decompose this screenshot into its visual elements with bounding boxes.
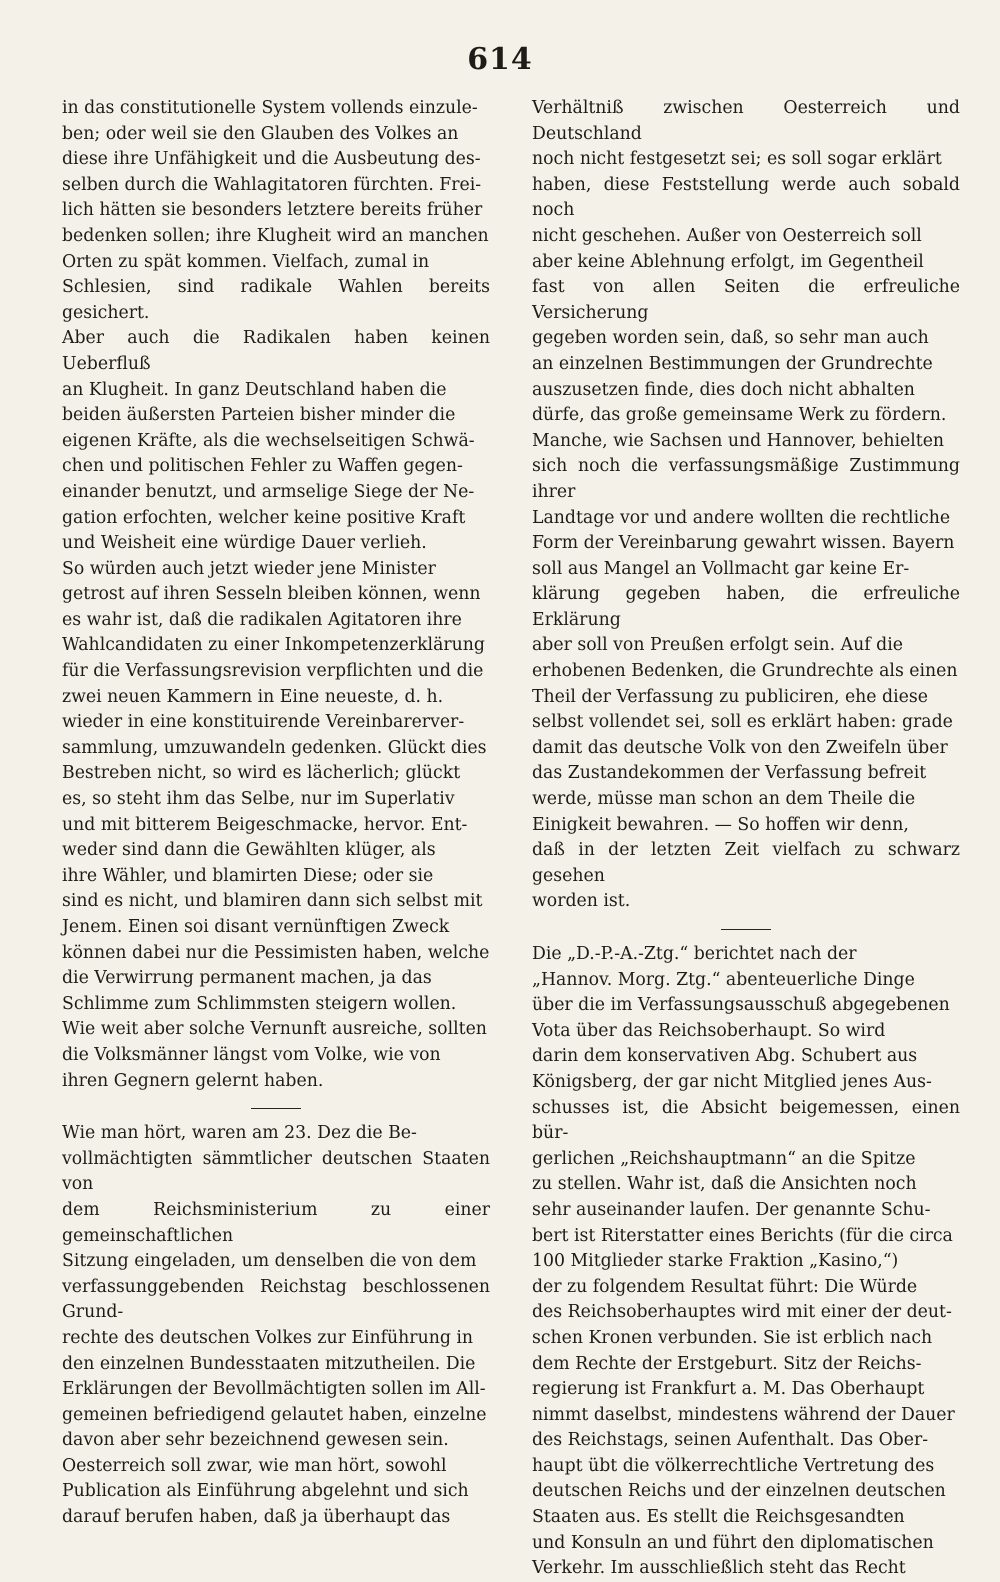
right-paragraph-1: Verhältniß zwischen Oesterreich und Deutschland noch nicht festgesetzt sei; es soll sogar erklärt haben, diese Feststellung werde auch sobald noch nicht geschehen. Außer von Oesterreich soll aber keine Ablehnung erfolgt, im Gegentheil fast von allen Seiten die erfreuliche Versicherung gegeben worden sein, daß, so sehr man auch an einzelnen Bestimmungen der Grundrechte auszusetzen finde, dies doch nicht abhalten dürfe, das große gemeinsame Werk zu fördern. Manche, wie Sachsen und Hannover, behielten sich noch die verfassungsmäßige Zustimmung ihrer Landtage vor und andere wollten die rechtliche Form der Vereinbarung gewahrt wissen. Bayern soll aus Mangel an Vollmacht gar keine Er- klärung gegeben haben, die erfreuliche Erklärung aber soll von Preußen erfolgt sein. Auf die erhobenen Bedenken, die Grundrechte als einen Theil der Verfassung zu publiciren, ehe diese selbst vollendet sei, soll es erklärt haben: grade damit das deutsche Volk von den Zweifeln über das Zustandekommen der Verfassung befreit werde, müsse man schon an dem Theile die Einigkeit bewahren. — So hoffen wir denn, daß in der letzten Zeit vielfach zu schwarz gesehen worden ist.	[532, 98, 960, 912]
section-divider	[251, 1108, 301, 1109]
right-paragraph-2: Die „D.-P.-A.-Ztg.“ berichtet nach der „Hannov. Morg. Ztg.“ abenteuerliche Dinge über die im Verfassungsausschuß abgegebenen Vota über das Reichsoberhaupt. So wird darin dem konservativen Abg. Schubert aus Königsberg, der gar nicht Mitglied jenes Aus- schusses ist, die Absicht beigemessen, einen bür- gerlichen „Reichshauptmann“ an die Spitze zu stellen. Wahr ist, daß die Ansichten noch sehr auseinander laufen. Der genannte Schu- bert ist Riterstatter eines Berichts (für die circa 100 Mitglieder starke Fraktion „Kasino,“) der zu folgendem Resultat führt: Die Würde des Reichsoberhauptes wird mit einer der deut- schen Kronen verbunden. Sie ist erblich nach dem Rechte der Erstgeburt. Sitz der Reichs- regierung ist Frankfurt a. M. Das Oberhaupt nimmt daselbst, mindestens während der Dauer des Reichstags, seinen Aufenthalt. Das Ober- haupt übt die völkerrechtliche Vertretung des deutschen Reichs und der einzelnen deutschen Staaten aus. Es stellt die Reichsgesandten und Konsuln an und führt den diplomatischen Verkehr. Im ausschließlich steht das Recht	[532, 944, 960, 1579]
left-paragraph-1: in das constitutionelle System vollends einzule- ben; oder weil sie den Glauben des Volkes an diese ihre Unfähigkeit und die Ausbeutung des- selben durch die Wahlagitatoren fürchten. Frei- lich hätten sie besonders letztere bereits früher bedenken sollen; ihre Klugheit wird an manchen Orten zu spät kommen. Vielfach, zumal in Schlesien, sind radikale Wahlen bereits gesichert. Aber auch die Radikalen haben keinen Ueberfluß an Klugheit. In ganz Deutschland haben die beiden äußersten Parteien bisher minder die eigenen Kräfte, als die wechselseitigen Schwä- chen und politischen Fehler zu Waffen gegen- einander benutzt, und armselige Siege der Ne- gation erfochten, welcher keine positive Kraft und Weisheit eine würdige Dauer verlieh. So würden auch jetzt wieder jene Minister getrost auf ihren Sesseln bleiben können, wenn es wahr ist, daß die radikalen Agitatoren ihre Wahlcandidaten zu einer Inkompetenzerklärung für die Verfassungsrevision verpflichten und die zwei neuen Kammern in Eine neueste, d. h. wieder in eine konstituirende Vereinbarerver- sammlung, umzuwandeln gedenken. Glückt dies Bestreben nicht, so wird es lächerlich; glückt es, so steht ihm das Selbe, nur im Superlativ und mit bitterem Beigeschmacke, hervor. Ent- weder sind dann die Gewählten klüger, als ihre Wähler, und blamirten Diese; oder sie sind es nicht, und blamiren dann sich selbst mit Jenem. Einen soi disant vernünftigen Zweck können dabei nur die Pessimisten haben, welche die Verwirrung permanent machen, ja das Schlimme zum Schlimmsten steigern wollen. Wie weit aber solche Vernunft ausreiche, sollten die Volksmänner längst vom Volke, wie von ihren Gegnern gelernt haben.	[62, 98, 490, 1091]
right-column	[532, 96, 960, 1582]
left-paragraph-2: Wie man hört, waren am 23. Dez die Be- vollmächtigten sämmtlicher deutschen Staaten von dem Reichsministerium zu einer gemeinschaftlichen Sitzung eingeladen, um denselben die von dem verfassunggebenden Reichstag beschlossenen Grund- rechte des deutschen Volkes zur Einführung in den einzelnen Bundesstaaten mitzutheilen. Die Erklärungen der Bevollmächtigten sollen im All- gemeinen befriedigend gelautet haben, einzelne davon aber sehr bezeichnend gewesen sein. Oesterreich soll zwar, wie man hört, sowohl Publication als Einführung abgelehnt und sich darauf berufen haben, daß ja überhaupt das	[62, 1123, 490, 1528]
left-column	[62, 96, 490, 1531]
page-number: 614	[467, 42, 533, 77]
section-divider	[721, 929, 771, 930]
